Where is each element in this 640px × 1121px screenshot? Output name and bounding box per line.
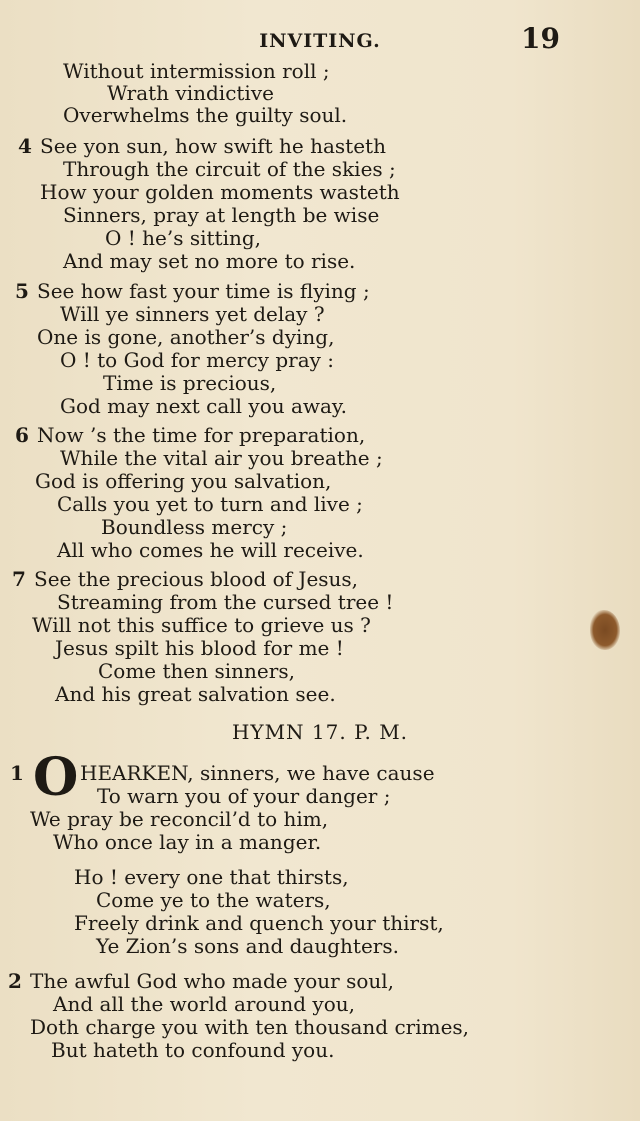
- verse-line: But hateth to confound you.: [51, 1038, 335, 1062]
- chorus-line: Freely drink and quench your thirst,: [74, 911, 444, 935]
- chorus-line: Ye Zion’s sons and daughters.: [96, 934, 399, 958]
- verse-line: See yon sun, how swift he hasteth: [40, 134, 386, 158]
- verse-line: All who comes he will receive.: [57, 538, 364, 562]
- verse-number: 5: [15, 279, 29, 303]
- verse-line: O ! to God for mercy pray :: [60, 348, 335, 372]
- verse-line: Streaming from the cursed tree !: [57, 590, 394, 614]
- verse-line: Boundless mercy ;: [101, 515, 288, 539]
- verse-line: Sinners, pray at length be wise: [63, 203, 380, 227]
- verse-line: See how fast your time is flying ;: [37, 279, 370, 303]
- verse-line: O ! he’s sitting,: [105, 226, 262, 250]
- verse-line: How your golden moments wasteth: [40, 180, 400, 204]
- verse-line: Now ’s the time for preparation,: [37, 423, 366, 447]
- verse-number: 1: [10, 761, 24, 785]
- verse-line: Time is precious,: [103, 371, 277, 395]
- verse-line: Through the circuit of the skies ;: [63, 157, 396, 181]
- verse-line: Who once lay in a manger.: [53, 830, 322, 854]
- verse-line: Come then sinners,: [98, 659, 295, 683]
- verse-line: And all the world around you,: [53, 992, 355, 1016]
- drop-cap: O: [33, 747, 79, 808]
- verse-number: 7: [12, 567, 26, 591]
- verse-line: Without intermission roll ;: [63, 59, 330, 83]
- verse-line: Jesus spilt his blood for me !: [55, 636, 344, 660]
- verse-line: The awful God who made your soul,: [30, 969, 395, 993]
- verse-number: 2: [8, 969, 22, 993]
- verse-line: Calls you yet to turn and live ;: [57, 492, 363, 516]
- ink-stain: [590, 610, 620, 650]
- page-number: 19: [521, 22, 560, 55]
- verse-number: 6: [15, 423, 29, 447]
- verse-number: 4: [18, 134, 32, 158]
- hymn-heading: HYMN 17. P. M.: [231, 720, 409, 744]
- verse-line: And his great salvation see.: [55, 682, 336, 706]
- verse-line: We pray be reconcil’d to him,: [30, 807, 329, 831]
- verse-line: Overwhelms the guilty soul.: [63, 103, 348, 127]
- verse-line: HEARKEN, sinners, we have cause: [80, 761, 435, 785]
- verse-line: Will not this suffice to grieve us ?: [32, 613, 371, 637]
- verse-line: God is offering you salvation,: [35, 469, 332, 493]
- verse-line: Doth charge you with ten thousand crimes,: [30, 1015, 470, 1039]
- running-header: INVITING.: [259, 30, 381, 52]
- chorus-line: Ho ! every one that thirsts,: [74, 865, 349, 889]
- verse-line: One is gone, another’s dying,: [37, 325, 335, 349]
- verse-line: Wrath vindictive: [107, 81, 274, 105]
- verse-line: While the vital air you breathe ;: [60, 446, 383, 470]
- verse-line: To warn you of your danger ;: [97, 784, 391, 808]
- chorus-line: Come ye to the waters,: [96, 888, 331, 912]
- verse-line: And may set no more to rise.: [63, 249, 356, 273]
- verse-line: Will ye sinners yet delay ?: [60, 302, 325, 326]
- verse-line: See the precious blood of Jesus,: [34, 567, 359, 591]
- verse-line: God may next call you away.: [60, 394, 347, 418]
